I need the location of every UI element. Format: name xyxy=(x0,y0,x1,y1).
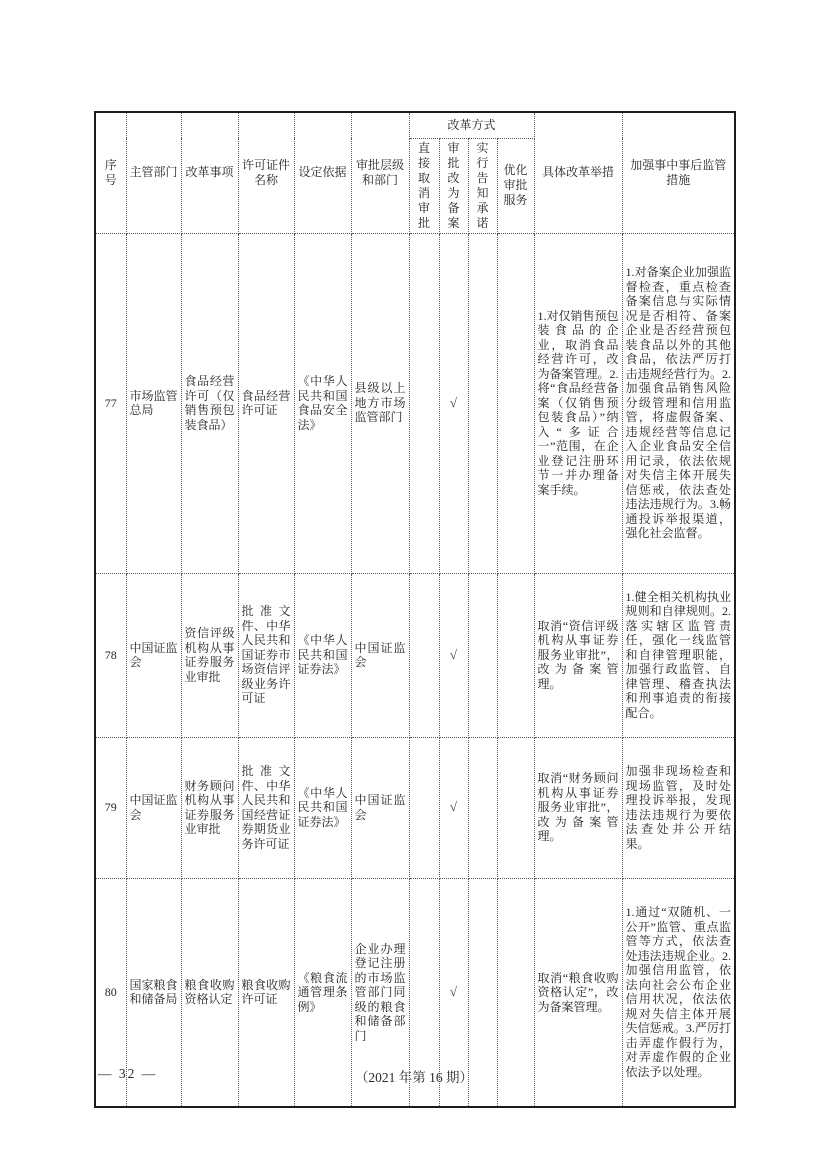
cell-no: 77 xyxy=(95,233,126,573)
col-header-item: 改革事项 xyxy=(181,112,238,233)
cell-method-notify xyxy=(468,737,497,878)
col-header-basis: 设定依据 xyxy=(294,112,351,233)
cell-basis: 《中华人民共和国证券法》 xyxy=(294,573,351,737)
cell-measures: 取消“粮食收购资格认定”，改为备案管理。 xyxy=(534,878,622,1107)
cell-level: 县级以上地方市场监管部门 xyxy=(351,233,409,573)
cell-basis: 《粮食流通管理条例》 xyxy=(294,878,351,1107)
cell-department: 中国证监会 xyxy=(126,573,181,737)
page-number: — 32 — xyxy=(98,1066,158,1081)
cell-level: 企业办理登记注册的市场监管部门同级的粮食和储备部门 xyxy=(351,878,409,1107)
col-header-measures: 具体改革举措 xyxy=(534,112,622,233)
issue-label: （2021 年第 16 期） xyxy=(354,1070,474,1085)
table-row xyxy=(95,573,735,737)
col-header-supervision: 加强事中事后监管措施 xyxy=(622,112,735,233)
cell-supervision: 1.健全相关机构执业规则和自律规则。2.落实辖区监管责任，强化一线监管和自律管理职能，加强行政监管、自律管理、稽查执法和刑事追责的衔接配合。 xyxy=(622,573,735,737)
col-header-level: 审批层级和部门 xyxy=(351,112,409,233)
cell-level: 中国证监会 xyxy=(351,737,409,878)
col-header-department: 主管部门 xyxy=(126,112,181,233)
cell-license: 粮食收购许可证 xyxy=(238,878,294,1107)
cell-item: 粮食收购资格认定 xyxy=(181,878,238,1107)
cell-item: 资信评级机构从事证券服务业审批 xyxy=(181,573,238,737)
col-header-no: 序号 xyxy=(95,112,126,233)
cell-department: 市场监管总局 xyxy=(126,233,181,573)
cell-basis: 《中华人民共和国食品安全法》 xyxy=(294,233,351,573)
page-footer xyxy=(94,1066,734,1086)
cell-no: 79 xyxy=(95,737,126,878)
cell-department: 中国证监会 xyxy=(126,737,181,878)
table-row xyxy=(95,737,735,878)
cell-license: 批准文件、中华人民共和国经营证券期货业务许可证 xyxy=(238,737,294,878)
cell-item: 食品经营许可（仅销售预包装食品） xyxy=(181,233,238,573)
reform-items-table-wrap xyxy=(94,111,736,1108)
cell-item: 财务顾问机构从事证券服务业审批 xyxy=(181,737,238,878)
checkmark-filing: √ xyxy=(439,573,468,737)
cell-level: 中国证监会 xyxy=(351,573,409,737)
table-row xyxy=(95,233,735,573)
reform-items-table xyxy=(94,111,736,1108)
cell-method-optimize xyxy=(497,233,534,573)
cell-supervision: 1.对备案企业加强监督检查，重点检查备案信息与实际情况是否相符、备案企业是否经营预包装食品以外的其他食品，依法严厉打击违规经营行为。2.加强食品销售风险分级管理和信用监管，将虚假备案、违规经营等信息记入企业食品安全信用记录，依法依规对失信主体开展失信惩戒，依法查处违法违规行为。3.畅通投诉举报渠道，强化社会监督。 xyxy=(622,233,735,573)
checkmark-filing: √ xyxy=(439,878,468,1107)
cell-method-optimize xyxy=(497,737,534,878)
col-header-license: 许可证件名称 xyxy=(238,112,294,233)
col-header-method-optimize: 优化审批服务 xyxy=(497,138,534,233)
cell-no: 80 xyxy=(95,878,126,1107)
cell-department: 国家粮食和储备局 xyxy=(126,878,181,1107)
col-header-method-notify: 实行告知承诺 xyxy=(468,138,497,233)
cell-measures: 取消“财务顾问机构从事证券服务业审批”，改为备案管理。 xyxy=(534,737,622,878)
cell-basis: 《中华人民共和国证券法》 xyxy=(294,737,351,878)
cell-measures: 1.对仅销售预包装食品的企业，取消食品经营许可，改为备案管理。2.将“食品经营备案（仅销售预包装食品）”纳入“多证合一”范围，在企业登记注册环节一并办理备案手续。 xyxy=(534,233,622,573)
cell-license: 食品经营许可证 xyxy=(238,233,294,573)
cell-supervision: 1.通过“双随机、一公开”监管、重点监管等方式，依法查处违法违规企业。2.加强信用监管，依法向社会公布企业信用状况，依法依规对失信主体开展失信惩戒。3.严厉打击弄虚作假行为，对弄虚作假的企业依法予以处理。 xyxy=(622,878,735,1107)
cell-supervision: 加强非现场检查和现场监管，及时处理投诉举报，发现违法违规行为要依法查处并公开结果。 xyxy=(622,737,735,878)
cell-method-notify xyxy=(468,233,497,573)
col-header-method-cancel: 直接取消审批 xyxy=(409,138,439,233)
checkmark-filing: √ xyxy=(439,233,468,573)
cell-license: 批准文件、中华人民共和国证券市场资信评级业务许可证 xyxy=(238,573,294,737)
cell-method-notify xyxy=(468,573,497,737)
checkmark-filing: √ xyxy=(439,737,468,878)
cell-no: 78 xyxy=(95,573,126,737)
cell-method-cancel xyxy=(409,573,439,737)
cell-method-cancel xyxy=(409,737,439,878)
cell-method-cancel xyxy=(409,233,439,573)
cell-method-optimize xyxy=(497,573,534,737)
col-header-method-group: 改革方式 xyxy=(409,112,534,138)
cell-measures: 取消“资信评级机构从事证券服务业审批”，改为备案管理。 xyxy=(534,573,622,737)
col-header-method-filing: 审批改为备案 xyxy=(439,138,468,233)
